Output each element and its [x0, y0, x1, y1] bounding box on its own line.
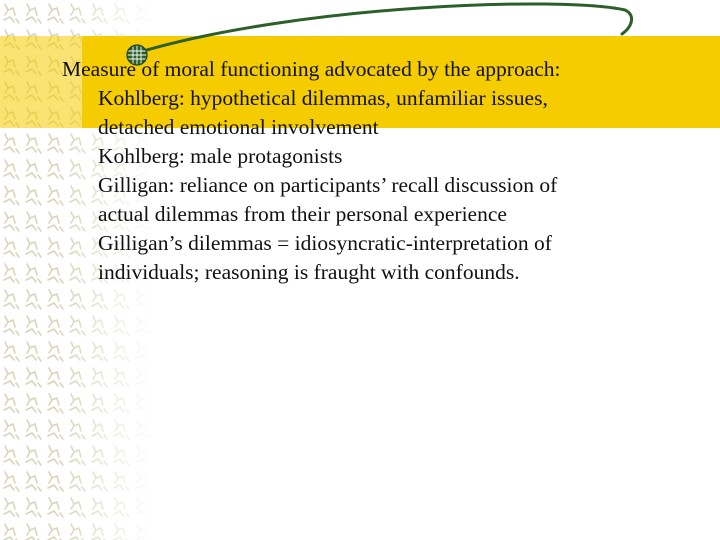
text-line: Gilligan: reliance on participants’ recall discussion of [98, 173, 558, 197]
text-line-heading: Measure of moral functioning advocated by the approach: [62, 57, 561, 81]
text-line: detached emotional involvement [98, 115, 379, 139]
text-line: Kohlberg: hypothetical dilemmas, unfamiliar issues, [98, 86, 548, 110]
swoosh-line [140, 4, 632, 52]
text-line: individuals; reasoning is fraught with confounds. [98, 260, 520, 284]
bullet-text-block [62, 55, 702, 287]
text-line: Gilligan’s dilemmas = idiosyncratic-interpretation of [98, 231, 552, 255]
text-line: Kohlberg: male protagonists [98, 144, 343, 168]
text-line: actual dilemmas from their personal experience [98, 202, 507, 226]
